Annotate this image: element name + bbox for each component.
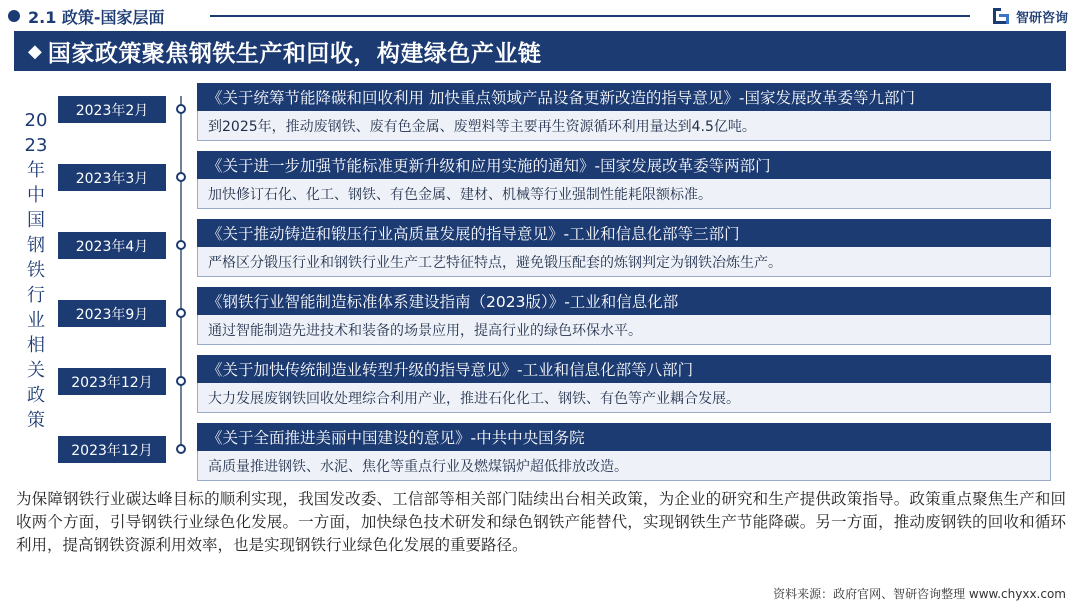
policy-date: 2023年3月 bbox=[58, 164, 166, 191]
policy-card bbox=[197, 423, 1051, 483]
policy-card bbox=[197, 151, 1051, 211]
summary-paragraph: 为保障钢铁行业碳达峰目标的顺利实现，我国发改委、工信部等相关部门陆续出台相关政策，为企业的研究和生产提供政策指导。政策重点聚焦生产和回收两个方面，引导钢铁行业绿色化发展。一方面，加快绿色技术研发和绿色钢铁产能替代，实现钢铁生产节能降碳。另一方面，推动废钢铁的回收和循环利用，提高钢铁资源利用效率，也是实现钢铁行业绿色化发展的重要路径。 bbox=[16, 490, 1066, 554]
policy-description: 大力发展废钢铁回收处理综合利用产业，推进石化化工、钢铁、有色等产业耦合发展。 bbox=[197, 383, 1051, 413]
timeline-dot bbox=[176, 308, 186, 318]
headline-banner bbox=[14, 31, 1066, 71]
policy-description: 到2025年，推动废钢铁、废有色金属、废塑料等主要再生资源循环利用量达到4.5亿吨。 bbox=[197, 111, 1051, 141]
policy-title: 《关于进一步加强节能标准更新升级和应用实施的通知》-国家发展改革委等两部门 bbox=[197, 151, 1051, 179]
section-title: 2.1 政策-国家层面 bbox=[28, 7, 165, 27]
timeline-dot bbox=[176, 376, 186, 386]
policy-description: 加快修订石化、化工、钢铁、有色金属、建材、机械等行业强制性能耗限额标准。 bbox=[197, 179, 1051, 209]
policy-description: 严格区分锻压行业和钢铁行业生产工艺特征特点，避免锻压配套的炼钢判定为钢铁冶炼生产。 bbox=[197, 247, 1051, 277]
section-header bbox=[8, 5, 165, 27]
policy-date: 2023年4月 bbox=[58, 232, 166, 259]
timeline-dot bbox=[176, 444, 186, 454]
brand-name: 智研咨询 bbox=[1015, 10, 1068, 26]
timeline-dot bbox=[176, 172, 186, 182]
diamond-icon: ◆ bbox=[28, 40, 42, 62]
bullet-dot-icon bbox=[8, 10, 20, 22]
policy-date: 2023年9月 bbox=[58, 300, 166, 327]
brand-logo bbox=[991, 5, 1068, 27]
policy-date: 2023年12月 bbox=[58, 436, 166, 463]
policy-title: 《关于全面推进美丽中国建设的意见》-中共中央国务院 bbox=[197, 423, 1051, 451]
zhiyan-logo-icon bbox=[991, 6, 1011, 26]
policy-description: 高质量推进钢铁、水泥、焦化等重点行业及燃煤锅炉超低排放改造。 bbox=[197, 451, 1051, 481]
policy-date: 2023年12月 bbox=[58, 368, 166, 395]
timeline-dot bbox=[176, 240, 186, 250]
policy-title: 《关于统筹节能降碳和回收利用 加快重点领域产品设备更新改造的指导意见》-国家发展改革委等九部门 bbox=[197, 83, 1051, 111]
policy-title: 《钢铁行业智能制造标准体系建设指南（2023版）》-工业和信息化部 bbox=[197, 287, 1051, 315]
headline-title: 国家政策聚焦钢铁生产和回收，构建绿色产业链 bbox=[47, 40, 542, 67]
policy-card bbox=[197, 355, 1051, 415]
policy-date: 2023年2月 bbox=[58, 96, 166, 123]
timeline-dot bbox=[176, 104, 186, 114]
policy-title: 《关于加快传统制造业转型升级的指导意见》-工业和信息化部等八部门 bbox=[197, 355, 1051, 383]
policy-description: 通过智能制造先进技术和装备的场景应用，提高行业的绿色环保水平。 bbox=[197, 315, 1051, 345]
policy-card bbox=[197, 287, 1051, 347]
header-divider bbox=[210, 15, 970, 17]
side-vertical-label: 2023年中国钢铁行业相关政策 bbox=[24, 110, 48, 431]
policy-title: 《关于推动铸造和锻压行业高质量发展的指导意见》-工业和信息化部等三部门 bbox=[197, 219, 1051, 247]
policy-card bbox=[197, 83, 1051, 143]
policy-card bbox=[197, 219, 1051, 279]
source-note: 资料来源：政府官网、智研咨询整理 www.chyxx.com bbox=[773, 587, 1066, 601]
timeline-axis bbox=[180, 96, 182, 452]
